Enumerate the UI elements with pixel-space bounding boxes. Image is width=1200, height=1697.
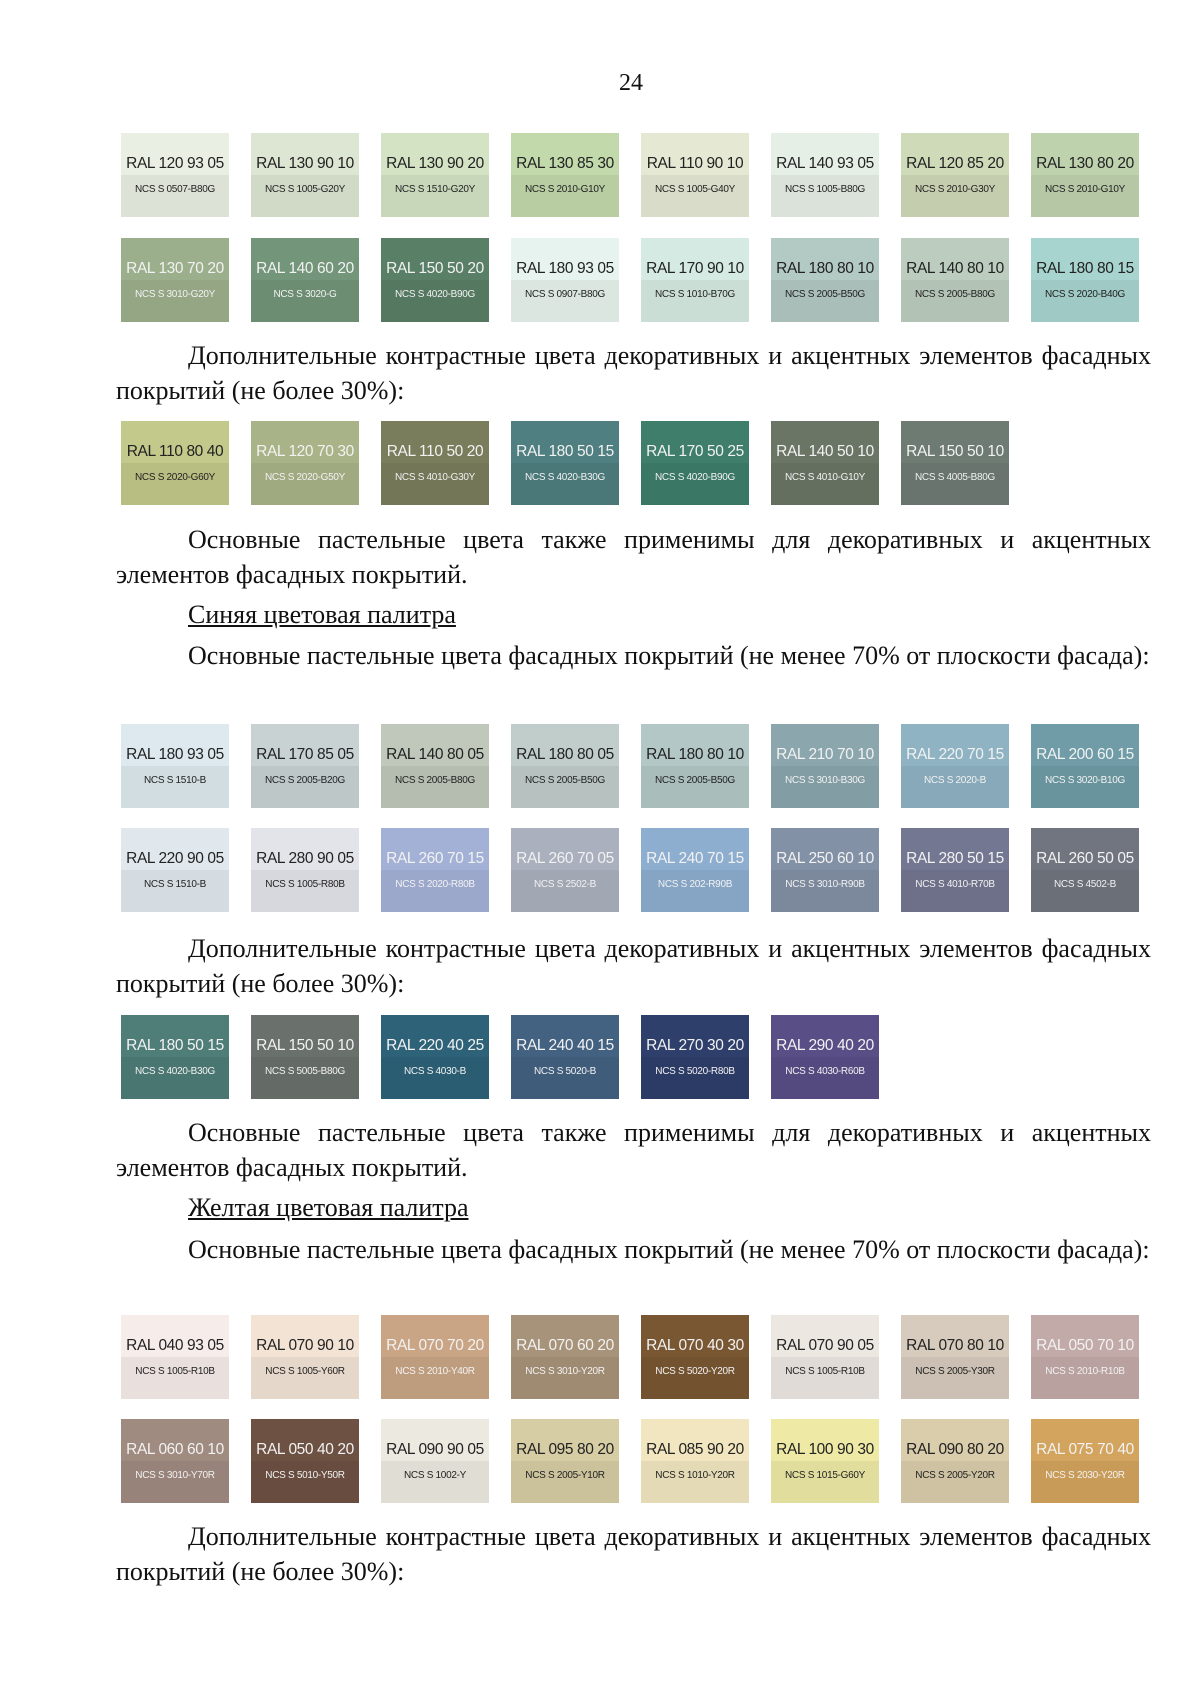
ncs-code: NCS S 2005-B50G [525, 774, 605, 786]
color-swatch [381, 1315, 489, 1399]
ral-code: RAL 150 50 10 [906, 442, 1004, 460]
ral-code: RAL 240 40 15 [516, 1036, 614, 1054]
ncs-code: NCS S 0907-B80G [525, 288, 605, 300]
blue-accent-row [121, 1015, 879, 1099]
ncs-code: NCS S 4010-R70B [915, 878, 995, 890]
ral-code: RAL 040 93 05 [126, 1336, 224, 1354]
ral-code: RAL 220 70 15 [906, 745, 1004, 763]
ral-code: RAL 090 90 05 [386, 1440, 484, 1458]
ral-code: RAL 140 80 10 [906, 259, 1004, 277]
yellow-main-row-1 [121, 1315, 1139, 1399]
green-note: Основные пастельные цвета также применимы для декоративных и акцентных элементов фасадных покрытий. [116, 525, 1151, 589]
blue-palette-heading: Синяя цветовая палитра [188, 600, 456, 629]
swatch-lower-band [1031, 870, 1139, 912]
ral-code: RAL 120 93 05 [126, 154, 224, 172]
blue-main-row-2 [121, 828, 1139, 912]
color-swatch [901, 828, 1009, 912]
swatch-lower-band [511, 1357, 619, 1399]
ral-code: RAL 060 60 10 [126, 1440, 224, 1458]
ral-code: RAL 260 70 15 [386, 849, 484, 867]
ncs-code: NCS S 3020-B10G [1045, 774, 1125, 786]
color-swatch [641, 828, 749, 912]
blue-main-intro: Основные пастельные цвета фасадных покрытий (не менее 70% от плоскости фасада): [188, 641, 1150, 670]
color-swatch [121, 1419, 229, 1503]
color-swatch [381, 1419, 489, 1503]
ncs-code: NCS S 2010-Y40R [395, 1365, 475, 1377]
ncs-code: NCS S 3010-R90B [785, 878, 865, 890]
blue-accent-intro: Дополнительные контрастные цвета декоративных и акцентных элементов фасадных покрытий (не более 30%): [116, 934, 1151, 998]
color-swatch [121, 133, 229, 217]
color-swatch [121, 421, 229, 505]
color-swatch [511, 421, 619, 505]
color-swatch [901, 1315, 1009, 1399]
ncs-code: NCS S 1510-B [144, 774, 206, 786]
swatch-lower-band [901, 870, 1009, 912]
color-swatch [1031, 238, 1139, 322]
ral-code: RAL 180 93 05 [516, 259, 614, 277]
green-accent-intro: Дополнительные контрастные цвета декоративных и акцентных элементов фасадных покрытий (не более 30%): [116, 341, 1151, 405]
swatch-lower-band [251, 463, 359, 505]
ral-code: RAL 075 70 40 [1036, 1440, 1134, 1458]
ral-code: RAL 170 90 10 [646, 259, 744, 277]
color-swatch [381, 421, 489, 505]
ncs-code: NCS S 4020-B90G [395, 288, 475, 300]
ral-code: RAL 250 60 10 [776, 849, 874, 867]
swatch-lower-band [641, 1357, 749, 1399]
ncs-code: NCS S 2020-R80B [395, 878, 475, 890]
ncs-code: NCS S 2020-B [924, 774, 986, 786]
color-swatch [121, 1015, 229, 1099]
swatch-lower-band [381, 463, 489, 505]
ncs-code: NCS S 1005-R10B [135, 1365, 215, 1377]
color-swatch [771, 133, 879, 217]
ral-code: RAL 070 40 30 [646, 1336, 744, 1354]
swatch-lower-band [121, 463, 229, 505]
ncs-code: NCS S 1005-R10B [785, 1365, 865, 1377]
swatch-lower-band [511, 280, 619, 322]
swatch-lower-band [251, 175, 359, 217]
ral-code: RAL 090 80 20 [906, 1440, 1004, 1458]
ncs-code: NCS S 1010-Y20R [655, 1469, 735, 1481]
color-swatch [511, 238, 619, 322]
color-swatch [641, 1015, 749, 1099]
swatch-lower-band [1031, 280, 1139, 322]
ncs-code: NCS S 2010-G30Y [915, 183, 995, 195]
color-swatch [251, 724, 359, 808]
swatch-lower-band [771, 280, 879, 322]
swatch-lower-band [251, 280, 359, 322]
ral-code: RAL 270 30 20 [646, 1036, 744, 1054]
ral-code: RAL 260 70 05 [516, 849, 614, 867]
ncs-code: NCS S 1510-B [144, 878, 206, 890]
color-swatch [381, 133, 489, 217]
ncs-code: NCS S 2005-B50G [655, 774, 735, 786]
green-accent-row [121, 421, 1009, 505]
swatch-lower-band [251, 870, 359, 912]
color-swatch [251, 1419, 359, 1503]
swatch-lower-band [511, 1057, 619, 1099]
ral-code: RAL 140 93 05 [776, 154, 874, 172]
color-swatch [251, 828, 359, 912]
ral-code: RAL 180 80 15 [1036, 259, 1134, 277]
ral-code: RAL 170 50 25 [646, 442, 744, 460]
color-swatch [771, 421, 879, 505]
ral-code: RAL 085 90 20 [646, 1440, 744, 1458]
ral-code: RAL 050 70 10 [1036, 1336, 1134, 1354]
ncs-code: NCS S 2005-B20G [265, 774, 345, 786]
swatch-lower-band [641, 175, 749, 217]
color-swatch [901, 238, 1009, 322]
color-swatch [121, 724, 229, 808]
ncs-code: NCS S 3020-G [273, 288, 337, 300]
swatch-lower-band [121, 1461, 229, 1503]
swatch-lower-band [901, 280, 1009, 322]
ncs-code: NCS S 2010-R10B [1045, 1365, 1125, 1377]
swatch-lower-band [251, 1461, 359, 1503]
swatch-lower-band [641, 1057, 749, 1099]
swatch-lower-band [511, 175, 619, 217]
ral-code: RAL 140 60 20 [256, 259, 354, 277]
swatch-lower-band [381, 1057, 489, 1099]
swatch-lower-band [511, 1461, 619, 1503]
color-swatch [901, 1419, 1009, 1503]
swatch-lower-band [641, 463, 749, 505]
ncs-code: NCS S 1005-Y60R [265, 1365, 345, 1377]
color-swatch [511, 133, 619, 217]
ncs-code: NCS S 2005-Y10R [525, 1469, 605, 1481]
color-swatch [901, 724, 1009, 808]
color-swatch [771, 1419, 879, 1503]
swatch-lower-band [771, 463, 879, 505]
color-swatch [511, 828, 619, 912]
swatch-lower-band [771, 1357, 879, 1399]
color-swatch [381, 238, 489, 322]
color-swatch [251, 1015, 359, 1099]
color-swatch [771, 724, 879, 808]
ral-code: RAL 220 40 25 [386, 1036, 484, 1054]
color-swatch [251, 238, 359, 322]
color-swatch [251, 1315, 359, 1399]
color-swatch [641, 1419, 749, 1503]
swatch-lower-band [641, 870, 749, 912]
ncs-code: NCS S 2020-G50Y [265, 471, 345, 483]
color-swatch [641, 724, 749, 808]
ncs-code: NCS S 5010-Y50R [265, 1469, 345, 1481]
ral-code: RAL 070 90 10 [256, 1336, 354, 1354]
ncs-code: NCS S 2010-G10Y [1045, 183, 1125, 195]
ncs-code: NCS S 2005-Y20R [915, 1469, 995, 1481]
color-swatch [381, 828, 489, 912]
ncs-code: NCS S 1005-B80G [785, 183, 865, 195]
color-swatch [1031, 724, 1139, 808]
ncs-code: NCS S 4020-B30G [135, 1065, 215, 1077]
ncs-code: NCS S 1005-R80B [265, 878, 345, 890]
ral-code: RAL 070 70 20 [386, 1336, 484, 1354]
ncs-code: NCS S 2005-B50G [785, 288, 865, 300]
ral-code: RAL 290 40 20 [776, 1036, 874, 1054]
ncs-code: NCS S 202-R90B [657, 878, 733, 890]
color-swatch [771, 238, 879, 322]
swatch-lower-band [381, 175, 489, 217]
swatch-lower-band [251, 1057, 359, 1099]
ncs-code: NCS S 1015-G60Y [785, 1469, 865, 1481]
swatch-lower-band [771, 870, 879, 912]
color-swatch [251, 421, 359, 505]
yellow-main-intro: Основные пастельные цвета фасадных покрытий (не менее 70% от плоскости фасада): [188, 1235, 1150, 1264]
color-swatch [121, 238, 229, 322]
ral-code: RAL 140 50 10 [776, 442, 874, 460]
ral-code: RAL 120 85 20 [906, 154, 1004, 172]
ral-code: RAL 180 80 05 [516, 745, 614, 763]
ral-code: RAL 180 93 05 [126, 745, 224, 763]
ncs-code: NCS S 4010-G30Y [395, 471, 475, 483]
yellow-main-row-2 [121, 1419, 1139, 1503]
ncs-code: NCS S 3010-G20Y [135, 288, 215, 300]
ncs-code: NCS S 2020-B40G [1045, 288, 1125, 300]
color-swatch [121, 1315, 229, 1399]
swatch-lower-band [901, 463, 1009, 505]
color-swatch [511, 1015, 619, 1099]
swatch-lower-band [901, 766, 1009, 808]
ncs-code: NCS S 1005-G20Y [265, 183, 345, 195]
color-swatch [641, 133, 749, 217]
swatch-lower-band [1031, 175, 1139, 217]
ral-code: RAL 180 50 15 [516, 442, 614, 460]
ral-code: RAL 220 90 05 [126, 849, 224, 867]
color-swatch [901, 133, 1009, 217]
ncs-code: NCS S 1510-G20Y [395, 183, 475, 195]
color-swatch [641, 238, 749, 322]
swatch-lower-band [771, 1057, 879, 1099]
color-swatch [1031, 133, 1139, 217]
ncs-code: NCS S 2502-B [534, 878, 596, 890]
swatch-lower-band [381, 1461, 489, 1503]
color-swatch [771, 1315, 879, 1399]
ral-code: RAL 170 85 05 [256, 745, 354, 763]
ral-code: RAL 150 50 20 [386, 259, 484, 277]
color-swatch [381, 724, 489, 808]
ncs-code: NCS S 4030-R60B [785, 1065, 865, 1077]
ncs-code: NCS S 1002-Y [404, 1469, 466, 1481]
ral-code: RAL 095 80 20 [516, 1440, 614, 1458]
ral-code: RAL 200 60 15 [1036, 745, 1134, 763]
ral-code: RAL 280 90 05 [256, 849, 354, 867]
swatch-lower-band [1031, 1357, 1139, 1399]
swatch-lower-band [121, 175, 229, 217]
ral-code: RAL 140 80 05 [386, 745, 484, 763]
color-swatch [641, 1315, 749, 1399]
ral-code: RAL 100 90 30 [776, 1440, 874, 1458]
swatch-lower-band [771, 1461, 879, 1503]
ncs-code: NCS S 2005-B80G [395, 774, 475, 786]
swatch-lower-band [1031, 1461, 1139, 1503]
ncs-code: NCS S 5005-B80G [265, 1065, 345, 1077]
ncs-code: NCS S 5020-Y20R [655, 1365, 735, 1377]
color-swatch [641, 421, 749, 505]
ncs-code: NCS S 5020-B [534, 1065, 596, 1077]
ncs-code: NCS S 2005-Y30R [915, 1365, 995, 1377]
swatch-lower-band [381, 870, 489, 912]
ral-code: RAL 180 80 10 [646, 745, 744, 763]
ral-code: RAL 130 80 20 [1036, 154, 1134, 172]
ral-code: RAL 070 80 10 [906, 1336, 1004, 1354]
ral-code: RAL 130 90 20 [386, 154, 484, 172]
ncs-code: NCS S 2005-B80G [915, 288, 995, 300]
yellow-palette-heading: Желтая цветовая палитра [188, 1193, 469, 1222]
page-number: 24 [619, 70, 643, 96]
swatch-lower-band [121, 766, 229, 808]
swatch-lower-band [381, 1357, 489, 1399]
swatch-lower-band [121, 280, 229, 322]
ral-code: RAL 130 70 20 [126, 259, 224, 277]
green-main-row-2 [121, 238, 1139, 322]
color-swatch [1031, 1419, 1139, 1503]
ral-code: RAL 150 50 10 [256, 1036, 354, 1054]
yellow-accent-intro: Дополнительные контрастные цвета декоративных и акцентных элементов фасадных покрытий (не более 30%): [116, 1522, 1151, 1586]
swatch-lower-band [381, 766, 489, 808]
ral-code: RAL 260 50 05 [1036, 849, 1134, 867]
ncs-code: NCS S 3010-Y70R [135, 1469, 215, 1481]
ncs-code: NCS S 1005-G40Y [655, 183, 735, 195]
ncs-code: NCS S 4020-B90G [655, 471, 735, 483]
swatch-lower-band [121, 1057, 229, 1099]
color-swatch [121, 828, 229, 912]
swatch-lower-band [901, 1357, 1009, 1399]
ncs-code: NCS S 2010-G10Y [525, 183, 605, 195]
blue-main-row-1 [121, 724, 1139, 808]
ral-code: RAL 050 40 20 [256, 1440, 354, 1458]
swatch-lower-band [641, 1461, 749, 1503]
swatch-lower-band [511, 463, 619, 505]
ral-code: RAL 130 85 30 [516, 154, 614, 172]
ncs-code: NCS S 2030-Y20R [1045, 1469, 1125, 1481]
ncs-code: NCS S 2020-G60Y [135, 471, 215, 483]
ral-code: RAL 120 70 30 [256, 442, 354, 460]
ncs-code: NCS S 0507-B80G [135, 183, 215, 195]
ral-code: RAL 210 70 10 [776, 745, 874, 763]
swatch-lower-band [121, 1357, 229, 1399]
ral-code: RAL 180 80 10 [776, 259, 874, 277]
ral-code: RAL 130 90 10 [256, 154, 354, 172]
color-swatch [1031, 828, 1139, 912]
ral-code: RAL 070 90 05 [776, 1336, 874, 1354]
swatch-lower-band [251, 1357, 359, 1399]
swatch-lower-band [1031, 766, 1139, 808]
color-swatch [901, 421, 1009, 505]
ral-code: RAL 240 70 15 [646, 849, 744, 867]
swatch-lower-band [771, 766, 879, 808]
swatch-lower-band [901, 175, 1009, 217]
ral-code: RAL 110 90 10 [646, 154, 744, 172]
ral-code: RAL 180 50 15 [126, 1036, 224, 1054]
blue-note: Основные пастельные цвета также применимы для декоративных и акцентных элементов фасадных покрытий. [116, 1118, 1151, 1182]
color-swatch [381, 1015, 489, 1099]
ncs-code: NCS S 5020-R80B [655, 1065, 735, 1077]
green-main-row-1 [121, 133, 1139, 217]
ncs-code: NCS S 1010-B70G [655, 288, 735, 300]
color-swatch [511, 1419, 619, 1503]
ncs-code: NCS S 3010-Y20R [525, 1365, 605, 1377]
swatch-lower-band [121, 870, 229, 912]
swatch-lower-band [511, 766, 619, 808]
swatch-lower-band [641, 280, 749, 322]
ral-code: RAL 110 50 20 [386, 442, 484, 460]
color-swatch [1031, 1315, 1139, 1399]
color-swatch [511, 1315, 619, 1399]
ncs-code: NCS S 4005-B80G [915, 471, 995, 483]
ncs-code: NCS S 3010-B30G [785, 774, 865, 786]
swatch-lower-band [381, 280, 489, 322]
color-swatch [251, 133, 359, 217]
ral-code: RAL 110 80 40 [126, 442, 224, 460]
swatch-lower-band [771, 175, 879, 217]
swatch-lower-band [511, 870, 619, 912]
ncs-code: NCS S 4030-B [404, 1065, 466, 1077]
color-swatch [511, 724, 619, 808]
ral-code: RAL 070 60 20 [516, 1336, 614, 1354]
swatch-lower-band [251, 766, 359, 808]
ral-code: RAL 280 50 15 [906, 849, 1004, 867]
ncs-code: NCS S 4020-B30G [525, 471, 605, 483]
ncs-code: NCS S 4502-B [1054, 878, 1116, 890]
swatch-lower-band [901, 1461, 1009, 1503]
color-swatch [771, 828, 879, 912]
swatch-lower-band [641, 766, 749, 808]
color-swatch [771, 1015, 879, 1099]
ncs-code: NCS S 4010-G10Y [785, 471, 865, 483]
